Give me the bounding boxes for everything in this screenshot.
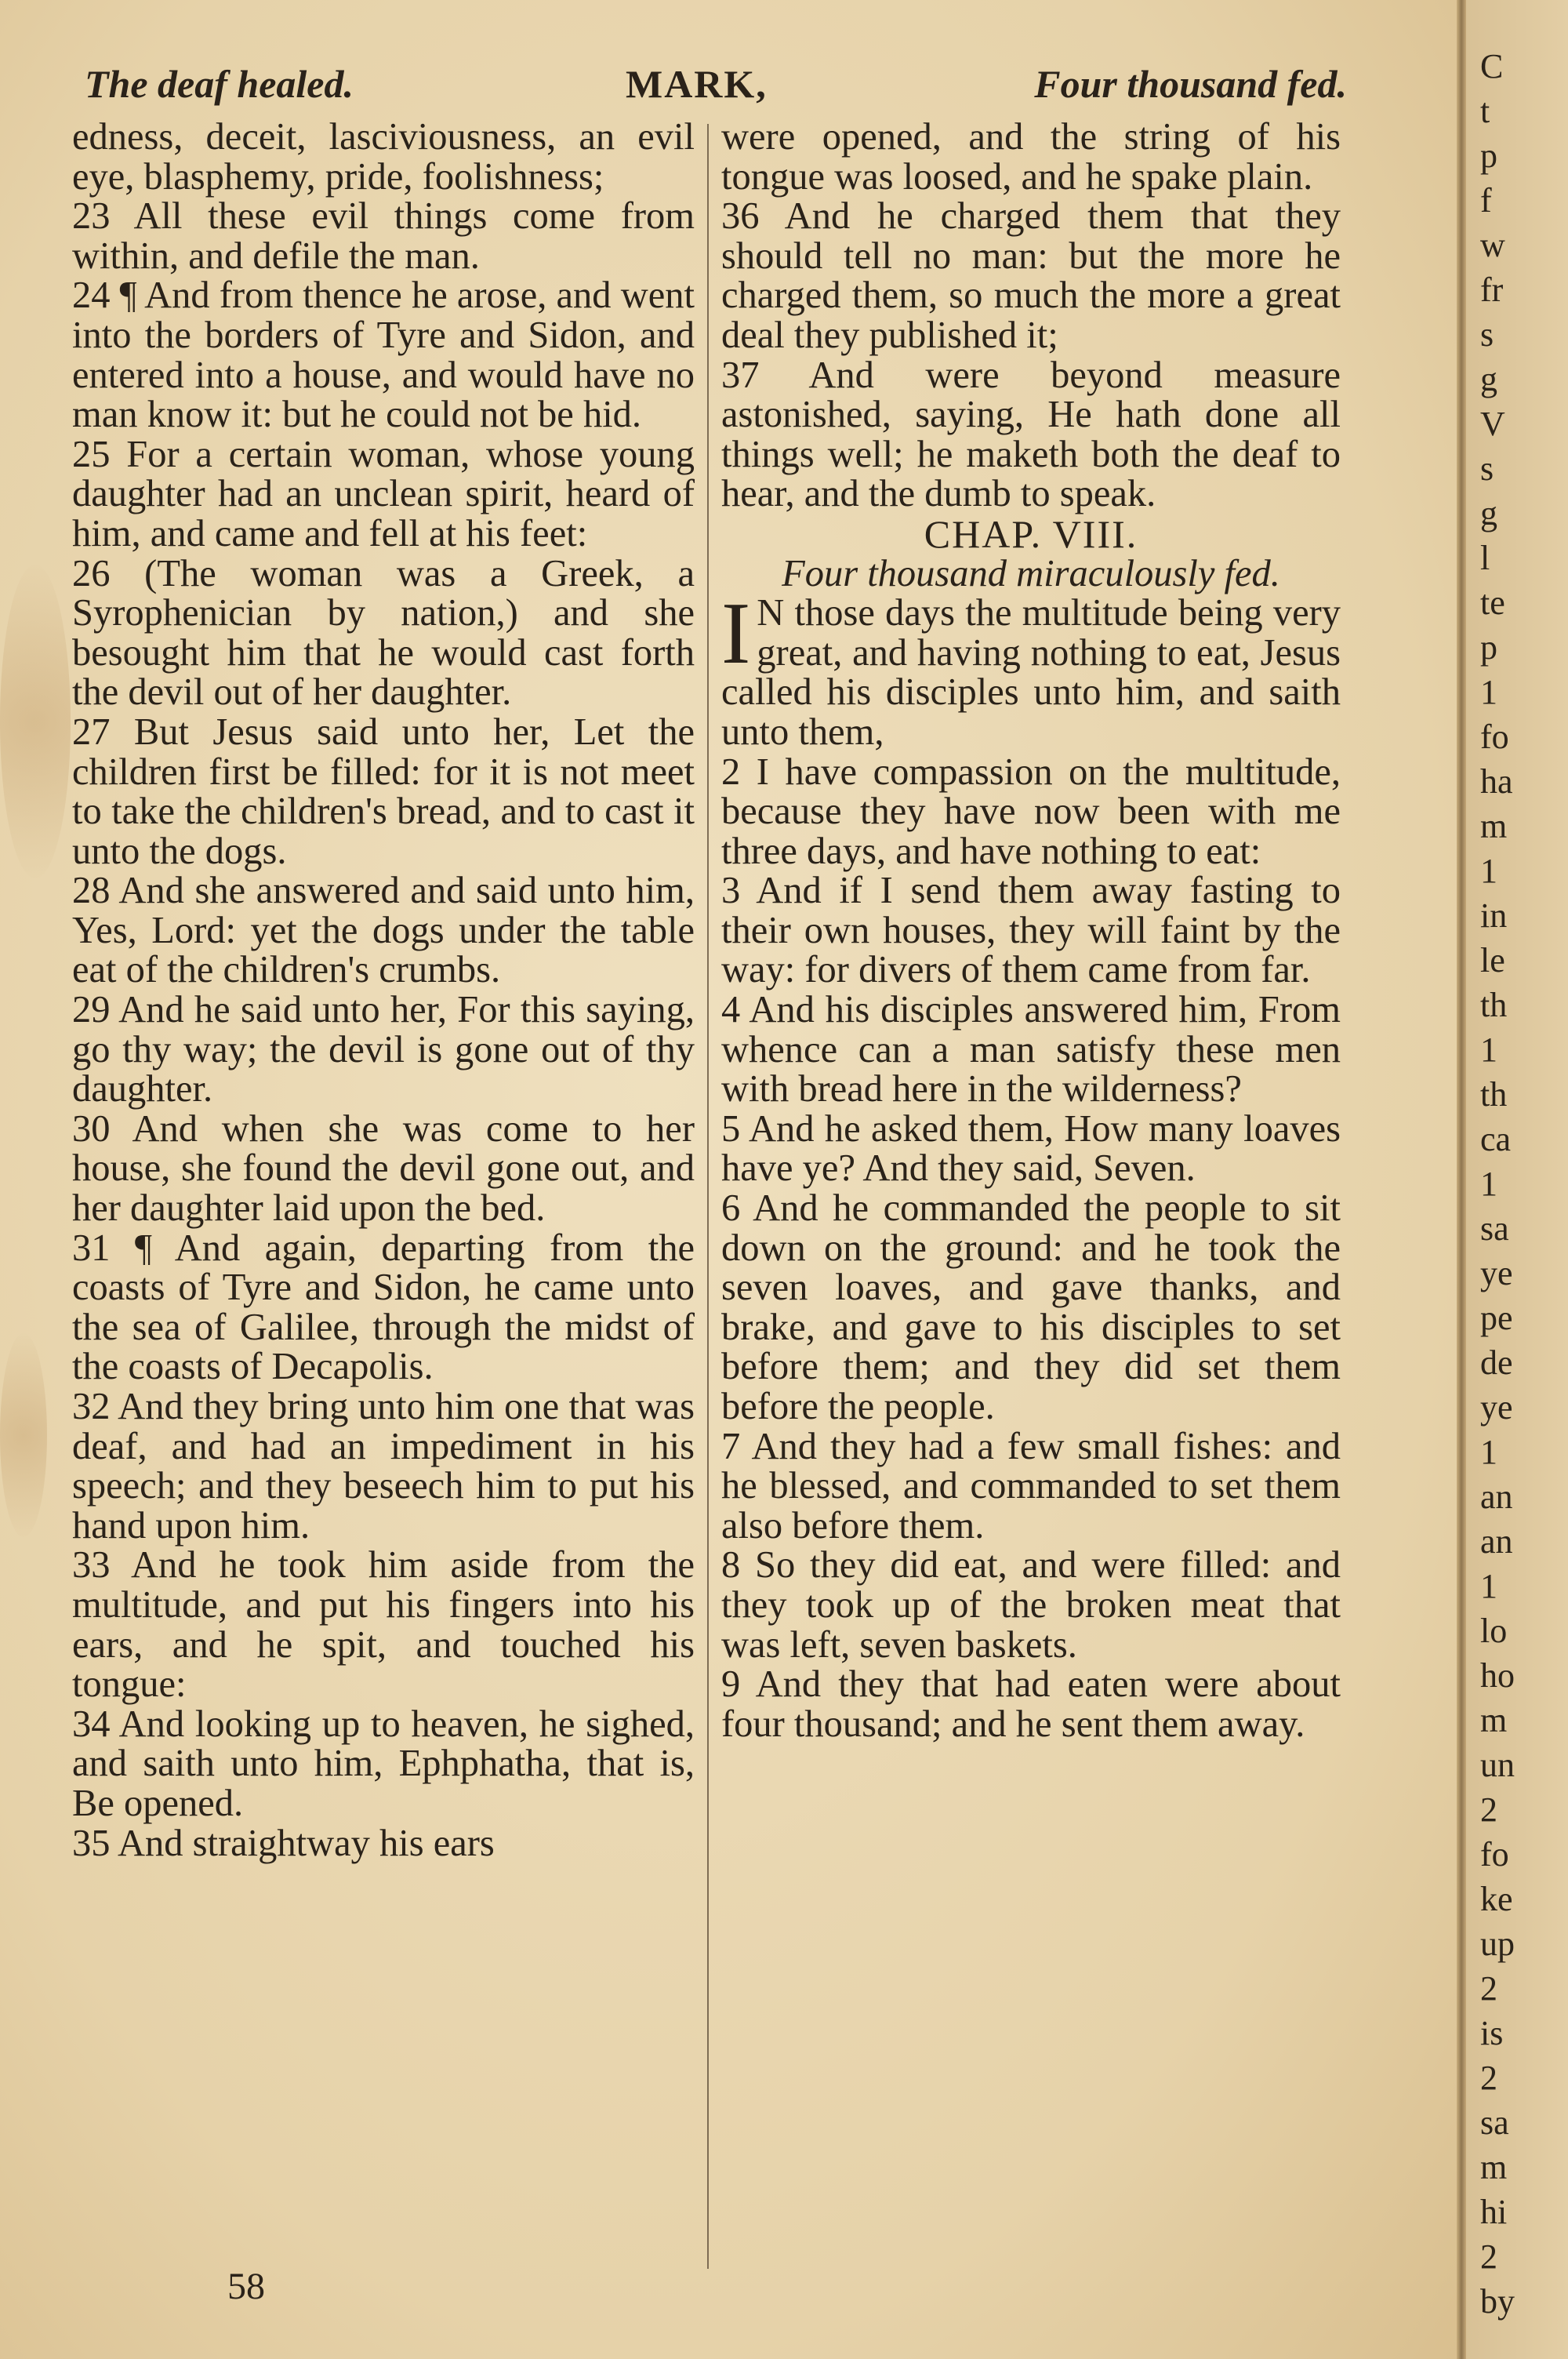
adjacent-page-fragment: ha [1480, 762, 1513, 801]
drop-cap-letter: I [721, 585, 751, 683]
adjacent-page-fragment: 1 [1480, 1433, 1497, 1471]
adjacent-page-fragment: m [1480, 807, 1508, 845]
adjacent-page-fragment: sa [1480, 1209, 1509, 1248]
page-stain [0, 565, 71, 878]
chapter-subtitle: Four thousand miraculously fed. [782, 552, 1280, 594]
adjacent-page-fragment: is [1480, 2014, 1504, 2052]
adjacent-page-fragment: p [1480, 628, 1497, 667]
adjacent-page-fragment: in [1480, 896, 1508, 935]
adjacent-page-fragment: lo [1480, 1612, 1508, 1650]
adjacent-page-fragment: p [1480, 136, 1497, 175]
adjacent-page-fragment: te [1480, 583, 1505, 622]
verse-paragraph: 8 So they did eat, and were filled: and they took up of the broken meat that was left, seven baskets. [721, 1544, 1341, 1666]
page-stain [0, 1333, 47, 1537]
adjacent-page-fragment: 1 [1480, 1567, 1497, 1605]
adjacent-page-fragment: de [1480, 1343, 1513, 1382]
verse-paragraph: 2 I have compassion on the multitude, because they have now been with me three days, and have nothing to eat: [721, 751, 1341, 872]
right-column-verses-after [721, 753, 1341, 1745]
adjacent-page-fragment: un [1480, 1746, 1515, 1784]
verse-paragraph: 31 ¶ And again, departing from the coasts of Tyre and Sidon, he came unto the sea of Galilee, through the midst of the coasts of Decapolis. [72, 1227, 695, 1388]
chapter-opening-verse [721, 585, 1341, 753]
adjacent-page-fragment: 2 [1480, 1969, 1497, 2008]
adjacent-page-fragment: fo [1480, 718, 1509, 756]
adjacent-page-fragment: t [1480, 92, 1490, 130]
adjacent-page-fragment: C [1480, 47, 1504, 85]
verse-paragraph: 30 And when she was come to her house, she found the devil gone out, and her daughter laid upon the bed. [72, 1107, 695, 1230]
adjacent-page-fragment: fr [1480, 271, 1504, 309]
verse-paragraph: 37 And were beyond measure astonished, saying, He hath done all things well; he maketh both the deaf to hear, and the dumb to speak. [721, 354, 1341, 515]
adjacent-page-fragment: an [1480, 1522, 1513, 1561]
verse-paragraph: 3 And if I send them away fasting to their own houses, they will faint by the way: for divers of them came from far. [721, 870, 1341, 991]
adjacent-page-fragment: s [1480, 449, 1494, 488]
verse-paragraph: 28 And she answered and said unto him, Yes, Lord: yet the dogs under the table eat of the children's crumbs. [72, 870, 695, 991]
opening-verse-text: N those days the multitude being very great, and having nothing to eat, Jesus called his disciples unto him, and saith unto them, [721, 592, 1341, 753]
adjacent-page-fragment: ke [1480, 1880, 1513, 1918]
verse-paragraph: 4 And his disciples answered him, From whence can a man satisfy these men with bread here in the wilderness? [721, 989, 1341, 1110]
header-book-name: MARK, [626, 62, 768, 106]
verse-paragraph: 26 (The woman was a Greek, a Syrophenician by nation,) and she besought him that he would cast forth the devil out of her daughter. [72, 552, 695, 714]
header-left-title: The deaf healed. [85, 62, 354, 106]
adjacent-page-fragment: th [1480, 986, 1508, 1024]
adjacent-page-fragment: g [1480, 360, 1497, 398]
adjacent-page-fragment: g [1480, 494, 1497, 533]
verse-paragraph: 7 And they had a few small fishes: and he blessed, and commanded to set them also before them. [721, 1425, 1341, 1547]
adjacent-page-fragment: th [1480, 1075, 1508, 1114]
adjacent-page-fragment: l [1480, 539, 1490, 577]
column-divider [707, 124, 709, 2269]
adjacent-page-fragment: by [1480, 2282, 1515, 2321]
right-column-verses-before [721, 118, 1341, 514]
adjacent-page-fragment: 1 [1480, 1030, 1497, 1069]
chapter-title: CHAP. VIII. [924, 511, 1138, 556]
adjacent-page-edge [1466, 0, 1568, 2359]
adjacent-page-fragment: pe [1480, 1299, 1513, 1337]
adjacent-page-fragment: s [1480, 315, 1494, 354]
page-number: 58 [227, 2266, 265, 2307]
verse-paragraph: 27 But Jesus said unto her, Let the children first be filled: for it is not meet to take the children's bread, and to cast it unto the dogs. [72, 711, 695, 872]
verse-paragraph: 34 And looking up to heaven, he sighed, and saith unto him, Ephphatha, that is, Be opened. [72, 1703, 695, 1824]
header-right-title: Four thousand fed. [1034, 62, 1347, 106]
verse-paragraph: 23 All these evil things come from within, and defile the man. [72, 195, 695, 277]
verse-paragraph: 6 And he commanded the people to sit down on the ground: and he took the seven loaves, and gave thanks, and brake, and gave to his disciples to set before them; and they did set them before the people. [721, 1187, 1341, 1427]
left-column [72, 118, 695, 1863]
adjacent-page-fragment: ye [1480, 1388, 1513, 1427]
adjacent-page-fragment: w [1480, 226, 1505, 264]
adjacent-page-fragment: an [1480, 1478, 1513, 1516]
verse-paragraph: were opened, and the string of his tongue was loosed, and he spake plain. [721, 116, 1341, 198]
adjacent-page-fragment: 2 [1480, 1790, 1497, 1829]
verse-paragraph: 29 And he said unto her, For this saying, go thy way; the devil is gone out of thy daughter. [72, 989, 695, 1110]
verse-paragraph: 5 And he asked them, How many loaves have ye? And they said, Seven. [721, 1107, 1341, 1190]
right-column [721, 118, 1341, 1744]
adjacent-page-fragment: 2 [1480, 2059, 1497, 2097]
adjacent-page-fragment: fo [1480, 1835, 1509, 1874]
verse-paragraph: edness, deceit, lasciviousness, an evil eye, blasphemy, pride, foolishness; [72, 116, 695, 198]
adjacent-page-fragment: hi [1480, 2193, 1508, 2231]
verse-paragraph: 33 And he took him aside from the multitude, and put his fingers into his ears, and he spit, and touched his tongue: [72, 1544, 695, 1706]
adjacent-page-fragment: up [1480, 1925, 1515, 1963]
adjacent-page-fragment: le [1480, 941, 1505, 980]
adjacent-page-fragment: 1 [1480, 673, 1497, 711]
verse-paragraph: 32 And they bring unto him one that was deaf, and had an impediment in his speech; and they beseech him to put his hand upon him. [72, 1386, 695, 1547]
book-gutter [1457, 0, 1466, 2359]
verse-paragraph: 9 And they that had eaten were about four thousand; and he sent them away. [721, 1663, 1341, 1745]
adjacent-page-fragment: V [1480, 405, 1505, 443]
adjacent-page-fragment: 1 [1480, 1165, 1497, 1203]
adjacent-page-fragment: sa [1480, 2103, 1509, 2142]
adjacent-page-fragment: ye [1480, 1254, 1513, 1292]
verse-paragraph: 36 And he charged them that they should tell no man: but the more he charged them, so much the more a great deal they published it; [721, 195, 1341, 356]
adjacent-page-fragment: 1 [1480, 852, 1497, 890]
verse-paragraph: 35 And straightway his ears [72, 1822, 495, 1864]
adjacent-page-fragment: m [1480, 1701, 1508, 1739]
verse-paragraph: 25 For a certain woman, whose young daughter had an unclean spirit, heard of him, and came and fell at his feet: [72, 433, 695, 554]
adjacent-page-fragment: ca [1480, 1120, 1512, 1158]
adjacent-page-fragment: 2 [1480, 2237, 1497, 2276]
adjacent-page-fragment: f [1480, 181, 1492, 220]
adjacent-page-fragment: m [1480, 2148, 1508, 2186]
running-header [85, 61, 1347, 116]
adjacent-page-fragment: ho [1480, 1656, 1515, 1695]
verse-paragraph: 24 ¶ And from thence he arose, and went into the borders of Tyre and Sidon, and entered into a house, and would have no man know it: but he could not be hid. [72, 274, 695, 436]
